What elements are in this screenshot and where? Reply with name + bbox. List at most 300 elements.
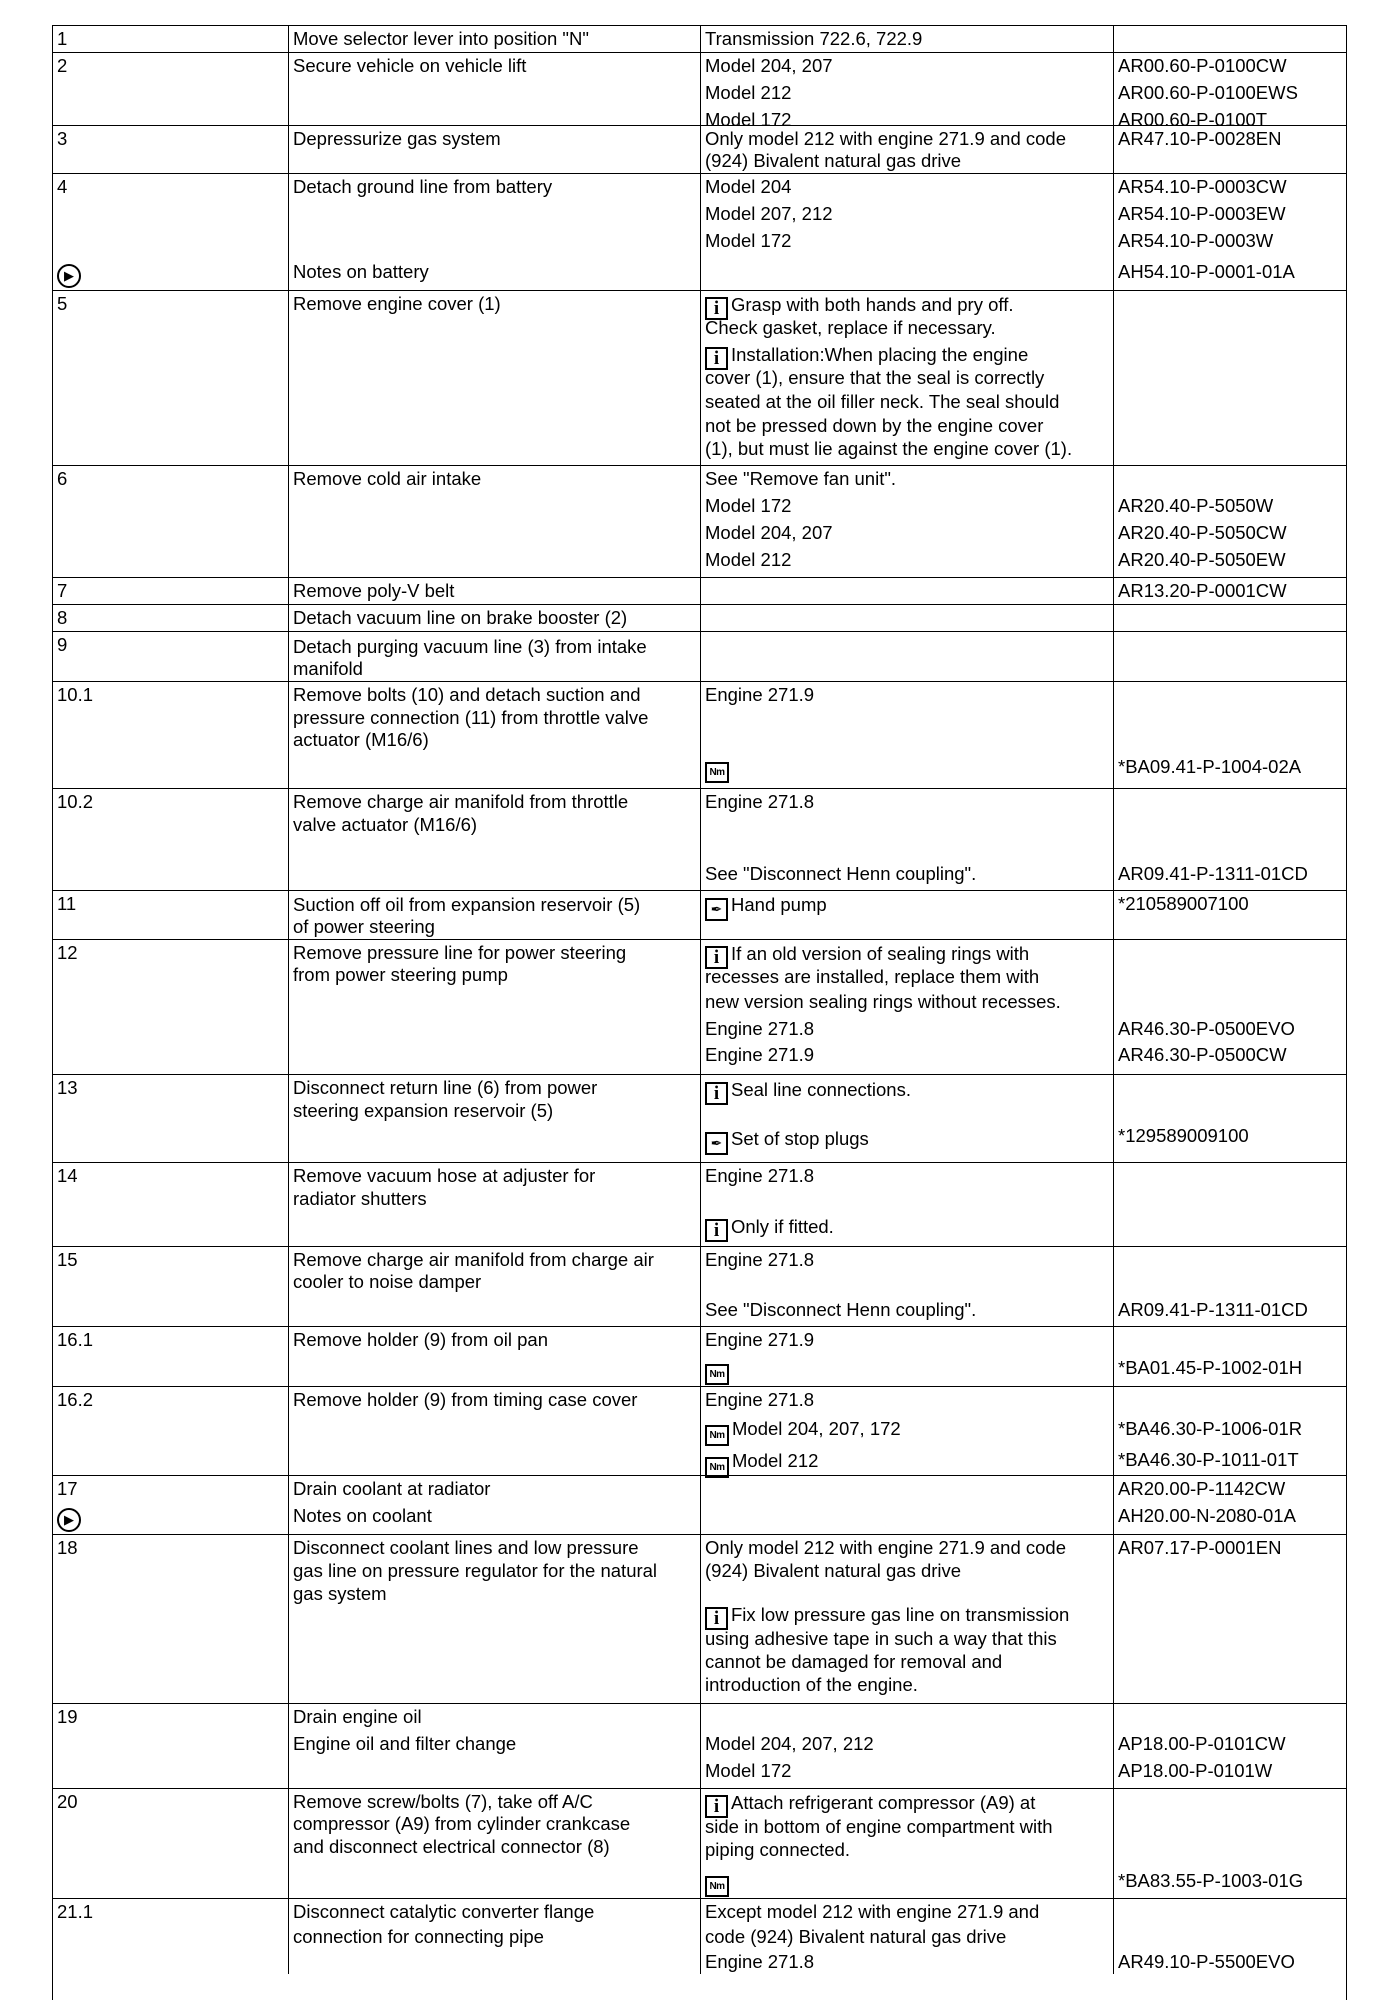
cell-text: AR00.60-P-0100EWS [1118, 82, 1298, 103]
reference-cell [1113, 789, 1346, 890]
condition-cell [700, 126, 1113, 173]
cell-text: 2 [57, 55, 68, 76]
cell-text: Engine 271.8 [705, 791, 815, 812]
work-step-cell [288, 940, 700, 1074]
cell-text: Model 172 [705, 109, 792, 130]
condition-cell [700, 1387, 1113, 1475]
cell-text: AR09.41-P-1311-01CD [1118, 1299, 1308, 1320]
step-number-cell [53, 578, 288, 604]
cell-text: actuator (M16/6) [293, 729, 429, 750]
cell-text: Set of stop plugs [731, 1128, 869, 1149]
info-icon: i [705, 1607, 728, 1630]
cell-line [705, 1079, 1109, 1105]
cell-text: Only model 212 with engine 271.9 and code [705, 1537, 1067, 1558]
cell-line [705, 230, 1109, 252]
cell-text: connection for connecting pipe [293, 1926, 544, 1947]
cell-text: *BA46.30-P-1006-01R [1118, 1418, 1303, 1439]
cell-text: *129589009100 [1118, 1125, 1249, 1146]
cell-text: Remove cold air intake [293, 468, 482, 489]
cell-text: AR46.30-P-0500CW [1118, 1044, 1287, 1065]
cell-line [705, 1450, 1109, 1478]
table-row [53, 1074, 1346, 1162]
note-icon: ▶ [57, 1508, 81, 1532]
cell-text: If an old version of sealing rings with [731, 943, 1030, 964]
cell-text: cannot be damaged for removal and [705, 1651, 1003, 1672]
condition-cell [700, 1327, 1113, 1386]
cell-text: Model 172 [705, 1760, 792, 1781]
info-icon: i [705, 297, 728, 320]
cell-text: See "Disconnect Henn coupling". [705, 1299, 977, 1320]
reference-cell [1113, 578, 1346, 604]
cell-line [57, 293, 284, 315]
table-row [53, 25, 1346, 52]
reference-cell [1113, 891, 1346, 939]
condition-cell [700, 291, 1113, 465]
condition-cell [700, 1535, 1113, 1703]
cell-line [57, 607, 284, 629]
cell-line [1118, 203, 1342, 225]
cell-text: gas system [293, 1583, 387, 1604]
cell-line [705, 1560, 1109, 1582]
cell-text: Engine 271.9 [705, 1329, 815, 1350]
cell-text: AR07.17-P-0001EN [1118, 1537, 1282, 1558]
cell-text: Remove poly-V belt [293, 580, 455, 601]
cell-text: Attach refrigerant compressor (A9) at [731, 1792, 1036, 1813]
cell-line [57, 1077, 284, 1099]
cell-line [1118, 1044, 1342, 1066]
cell-line [293, 684, 696, 706]
cell-text: 10.2 [57, 791, 94, 812]
cell-text: 18 [57, 1537, 78, 1558]
cell-line [705, 1299, 1109, 1321]
cell-line [57, 1329, 284, 1351]
cell-text: manifold [293, 658, 363, 679]
cell-line [705, 1926, 1109, 1948]
cell-line [1118, 1870, 1342, 1892]
work-step-cell [288, 1535, 700, 1703]
reference-cell [1113, 1247, 1346, 1326]
cell-line [293, 894, 696, 916]
cell-text: Hand pump [731, 894, 827, 915]
cell-line [1118, 230, 1342, 252]
cell-line [1118, 1357, 1342, 1379]
step-number-cell [53, 789, 288, 890]
cell-line [293, 580, 696, 602]
cell-line [293, 1188, 696, 1210]
condition-cell [700, 174, 1113, 290]
work-step-cell [288, 174, 700, 290]
work-step-cell [288, 605, 700, 631]
cell-text: Remove screw/bolts (7), take off A/C [293, 1791, 593, 1812]
cell-line [57, 1537, 284, 1559]
cell-text: AR09.41-P-1311-01CD [1118, 863, 1308, 884]
cell-line [293, 964, 696, 986]
cell-line [705, 367, 1109, 389]
cell-line [57, 1503, 284, 1532]
info-icon: i [705, 1219, 728, 1242]
cell-line [1118, 1449, 1342, 1471]
condition-cell [700, 605, 1113, 631]
cell-line [57, 1478, 284, 1500]
cell-text: *210589007100 [1118, 893, 1249, 914]
cell-line [57, 259, 284, 288]
cell-line [705, 684, 1109, 706]
cell-text: recesses are installed, replace them with [705, 966, 1040, 987]
cell-text: 17 [57, 1478, 78, 1499]
info-icon: i [705, 1082, 728, 1105]
torque-nm-icon: Nm [705, 1876, 729, 1897]
special-tool-icon: ✒ [705, 1132, 728, 1155]
cell-text: Remove holder (9) from timing case cover [293, 1389, 638, 1410]
cell-line [293, 1537, 696, 1559]
reference-cell [1113, 940, 1346, 1074]
condition-cell [700, 940, 1113, 1074]
cell-line [1118, 1951, 1342, 1973]
cell-line [1118, 549, 1342, 571]
work-step-cell [288, 1704, 700, 1788]
reference-cell [1113, 1535, 1346, 1703]
reference-cell [1113, 126, 1346, 173]
table-row [53, 173, 1346, 290]
cell-line [705, 755, 1109, 783]
cell-text: AR00.60-P-0100CW [1118, 55, 1287, 76]
cell-text: Model 212 [705, 549, 792, 570]
cell-text: Drain coolant at radiator [293, 1478, 491, 1499]
cell-text: 5 [57, 293, 68, 314]
reference-cell [1113, 466, 1346, 577]
cell-line [1118, 261, 1342, 283]
cell-text: Detach vacuum line on brake booster (2) [293, 607, 628, 628]
cell-line [705, 438, 1109, 460]
cell-text: Detach ground line from battery [293, 176, 553, 197]
cell-line [293, 293, 696, 315]
cell-line [705, 1901, 1109, 1923]
cell-line [293, 1271, 696, 1293]
cell-line [705, 1792, 1109, 1818]
cell-text: 6 [57, 468, 68, 489]
cell-line [705, 1044, 1109, 1066]
cell-line [705, 1329, 1109, 1351]
cell-line [1118, 1505, 1342, 1527]
cell-text: 19 [57, 1706, 78, 1727]
reference-cell [1113, 1075, 1346, 1162]
cell-text: Remove engine cover (1) [293, 293, 501, 314]
cell-text: cover (1), ensure that the seal is correctly [705, 367, 1045, 388]
cell-line [57, 684, 284, 706]
cell-text: Notes on battery [293, 261, 429, 282]
work-step-cell [288, 1247, 700, 1326]
cell-text: 21.1 [57, 1901, 94, 1922]
cell-text: Installation:When placing the engine [731, 344, 1029, 365]
cell-text: 9 [57, 634, 68, 655]
work-step-cell [288, 53, 700, 125]
cell-line [1118, 1299, 1342, 1321]
cell-line [705, 966, 1109, 988]
cell-line [293, 1478, 696, 1500]
cell-text: 14 [57, 1165, 78, 1186]
cell-text: Model 212 [705, 82, 792, 103]
cell-line [57, 1706, 284, 1728]
cell-text: Disconnect return line (6) from power [293, 1077, 598, 1098]
cell-text: AR20.00-P-1142CW [1118, 1478, 1286, 1499]
cell-line [705, 128, 1109, 150]
cell-text: Transmission 722.6, 722.9 [705, 28, 923, 49]
cell-text: Remove charge air manifold from throttle [293, 791, 629, 812]
step-number-cell [53, 940, 288, 1074]
step-number-cell [53, 1163, 288, 1246]
cell-text: AR20.40-P-5050CW [1118, 522, 1287, 543]
cell-text: Engine 271.8 [705, 1951, 815, 1972]
cell-line [293, 28, 696, 50]
cell-text: Suction off oil from expansion reservoir (5) [293, 894, 641, 915]
cell-text: Model 207, 212 [705, 203, 833, 224]
torque-nm-icon: Nm [705, 762, 729, 783]
cell-text: code (924) Bivalent natural gas drive [705, 1926, 1007, 1947]
reference-cell [1113, 291, 1346, 465]
cell-line [293, 658, 696, 680]
table-row [53, 52, 1346, 130]
cell-text: *BA09.41-P-1004-02A [1118, 756, 1302, 777]
cell-text: See "Remove fan unit". [705, 468, 897, 489]
cell-text: AR54.10-P-0003W [1118, 230, 1274, 251]
condition-cell [700, 1247, 1113, 1326]
cell-line [293, 1560, 696, 1582]
cell-text: 8 [57, 607, 68, 628]
cell-line [705, 1357, 1109, 1385]
cell-line [1118, 863, 1342, 885]
condition-cell [700, 682, 1113, 788]
cell-text: *BA46.30-P-1011-01T [1118, 1449, 1299, 1470]
cell-line [293, 707, 696, 729]
cell-text: Engine oil and filter change [293, 1733, 517, 1754]
table-row [53, 1788, 1346, 1898]
cell-text: 12 [57, 942, 78, 963]
cell-line [705, 1418, 1109, 1446]
condition-cell [700, 26, 1113, 52]
work-step-cell [288, 1075, 700, 1162]
cell-line [57, 468, 284, 490]
special-tool-icon: ✒ [705, 898, 728, 921]
cell-text: AR46.30-P-0500EVO [1118, 1018, 1295, 1039]
cell-line [705, 863, 1109, 885]
cell-text: Model 172 [705, 495, 792, 516]
reference-cell [1113, 53, 1346, 130]
cell-text: Model 204, 207, 212 [705, 1733, 874, 1754]
cell-text: seated at the oil filler neck. The seal should [705, 391, 1060, 412]
reference-cell [1113, 174, 1346, 290]
table-row [53, 1475, 1346, 1534]
cell-text: Only if fitted. [731, 1216, 834, 1237]
cell-text: Grasp with both hands and pry off. [731, 294, 1014, 315]
condition-cell [700, 53, 1113, 130]
cell-text: Model 204 [705, 176, 792, 197]
cell-line [1118, 128, 1342, 150]
cell-line [293, 1583, 696, 1605]
work-step-cell [288, 126, 700, 173]
cell-line [705, 203, 1109, 225]
torque-nm-icon: Nm [705, 1457, 729, 1478]
cell-text: of power steering [293, 916, 435, 937]
cell-line [705, 1165, 1109, 1187]
cell-line [293, 729, 696, 751]
reference-cell [1113, 26, 1346, 52]
cell-line [705, 1651, 1109, 1673]
cell-text: Engine 271.8 [705, 1165, 815, 1186]
cell-line [293, 636, 696, 658]
cell-line [293, 55, 696, 77]
torque-nm-icon: Nm [705, 1364, 729, 1385]
work-step-cell [288, 632, 700, 681]
work-step-cell [288, 26, 700, 52]
cell-text: Engine 271.9 [705, 684, 815, 705]
condition-cell [700, 1163, 1113, 1246]
table-row [53, 1246, 1346, 1326]
cell-text: new version sealing rings without recesses. [705, 991, 1061, 1012]
cell-line [293, 176, 696, 198]
cell-line [293, 791, 696, 813]
cell-line [293, 607, 696, 629]
cell-line [57, 580, 284, 602]
cell-text: Model 204, 207, 172 [732, 1418, 901, 1439]
cell-text: Move selector lever into position "N" [293, 28, 589, 49]
table-row [53, 1326, 1346, 1386]
cell-line [57, 1901, 284, 1923]
cell-line [57, 1389, 284, 1411]
step-number-cell [53, 1789, 288, 1898]
cell-text: Engine 271.9 [705, 1044, 815, 1065]
reference-cell [1113, 1163, 1346, 1246]
cell-text: 3 [57, 128, 68, 149]
cell-line [293, 1836, 696, 1858]
step-number-cell [53, 1247, 288, 1326]
cell-text: (924) Bivalent natural gas drive [705, 1560, 962, 1581]
cell-text: 7 [57, 580, 68, 601]
cell-text: 20 [57, 1791, 78, 1812]
work-step-cell [288, 682, 700, 788]
step-number-cell [53, 1535, 288, 1703]
cell-line [705, 28, 1109, 50]
cell-text: Remove bolts (10) and detach suction and [293, 684, 641, 705]
cell-text: AH54.10-P-0001-01A [1118, 261, 1295, 282]
cell-text: 16.1 [57, 1329, 94, 1350]
cell-line [1118, 1537, 1342, 1559]
cell-text: Remove charge air manifold from charge air [293, 1249, 654, 1270]
condition-cell [700, 1476, 1113, 1534]
cell-text: Only model 212 with engine 271.9 and code [705, 128, 1067, 149]
cell-text: Engine 271.8 [705, 1389, 815, 1410]
cell-text: valve actuator (M16/6) [293, 814, 478, 835]
table-row [53, 1386, 1346, 1475]
cell-line [293, 916, 696, 938]
cell-text: and disconnect electrical connector (8) [293, 1836, 610, 1857]
cell-line [293, 1733, 696, 1755]
cell-text: AR49.10-P-5500EVO [1118, 1951, 1295, 1972]
cell-line [293, 1249, 696, 1271]
cell-text: AR54.10-P-0003CW [1118, 176, 1287, 197]
cell-line [57, 791, 284, 813]
cell-line [293, 1100, 696, 1122]
cell-line [1118, 1733, 1342, 1755]
cell-line [293, 1329, 696, 1351]
cell-line [705, 1018, 1109, 1040]
table-row [53, 290, 1346, 465]
cell-line [705, 549, 1109, 571]
condition-cell [700, 1075, 1113, 1162]
procedure-table [52, 25, 1347, 2000]
cell-line [57, 128, 284, 150]
cell-text: Secure vehicle on vehicle lift [293, 55, 527, 76]
cell-line [293, 1165, 696, 1187]
cell-line [705, 991, 1109, 1013]
reference-cell [1113, 1476, 1346, 1534]
cell-text: Model 172 [705, 230, 792, 251]
cell-text: Disconnect coolant lines and low pressure [293, 1537, 639, 1558]
cell-text: cooler to noise damper [293, 1271, 482, 1292]
cell-line [1118, 495, 1342, 517]
cell-text: 13 [57, 1077, 78, 1098]
cell-line [705, 1249, 1109, 1271]
cell-line [705, 791, 1109, 813]
info-icon: i [705, 946, 728, 969]
cell-text: Detach purging vacuum line (3) from intake [293, 636, 647, 657]
condition-cell [700, 466, 1113, 577]
work-step-cell [288, 1789, 700, 1898]
cell-text: AR20.40-P-5050W [1118, 495, 1274, 516]
cell-text: 15 [57, 1249, 78, 1270]
cell-text: AP18.00-P-0101CW [1118, 1733, 1286, 1754]
condition-cell [700, 1789, 1113, 1898]
work-step-cell [288, 1163, 700, 1246]
step-number-cell [53, 1899, 288, 1974]
cell-line [1118, 1418, 1342, 1440]
cell-line [293, 261, 696, 283]
cell-line [705, 1869, 1109, 1897]
cell-line [57, 1791, 284, 1813]
table-row [53, 125, 1346, 173]
cell-line [705, 391, 1109, 413]
cell-text: compressor (A9) from cylinder crankcase [293, 1813, 631, 1834]
cell-text: not be pressed down by the engine cover [705, 415, 1044, 436]
cell-text: Model 204, 207 [705, 55, 833, 76]
work-step-cell [288, 1387, 700, 1475]
cell-line [705, 317, 1109, 339]
cell-text: AR54.10-P-0003EW [1118, 203, 1286, 224]
cell-text: introduction of the engine. [705, 1674, 918, 1695]
cell-line [1118, 756, 1342, 778]
condition-cell [700, 1704, 1113, 1788]
work-step-cell [288, 789, 700, 890]
table-row [53, 1703, 1346, 1788]
cell-line [293, 128, 696, 150]
condition-cell [700, 632, 1113, 681]
cell-text: Seal line connections. [731, 1079, 911, 1100]
cell-line [293, 1706, 696, 1728]
cell-text: AP18.00-P-0101W [1118, 1760, 1273, 1781]
cell-text: Remove pressure line for power steering [293, 942, 627, 963]
cell-text: Model 204, 207 [705, 522, 833, 543]
cell-text: AR20.40-P-5050EW [1118, 549, 1286, 570]
cell-text: AR13.20-P-0001CW [1118, 580, 1287, 601]
cell-text: Notes on coolant [293, 1505, 432, 1526]
cell-line [705, 55, 1109, 77]
cell-text: 11 [57, 893, 77, 914]
cell-line [293, 1077, 696, 1099]
cell-text: 10.1 [57, 684, 94, 705]
cell-line [57, 176, 284, 198]
cell-text: AH20.00-N-2080-01A [1118, 1505, 1296, 1526]
cell-line [293, 468, 696, 490]
reference-cell [1113, 1899, 1346, 1974]
